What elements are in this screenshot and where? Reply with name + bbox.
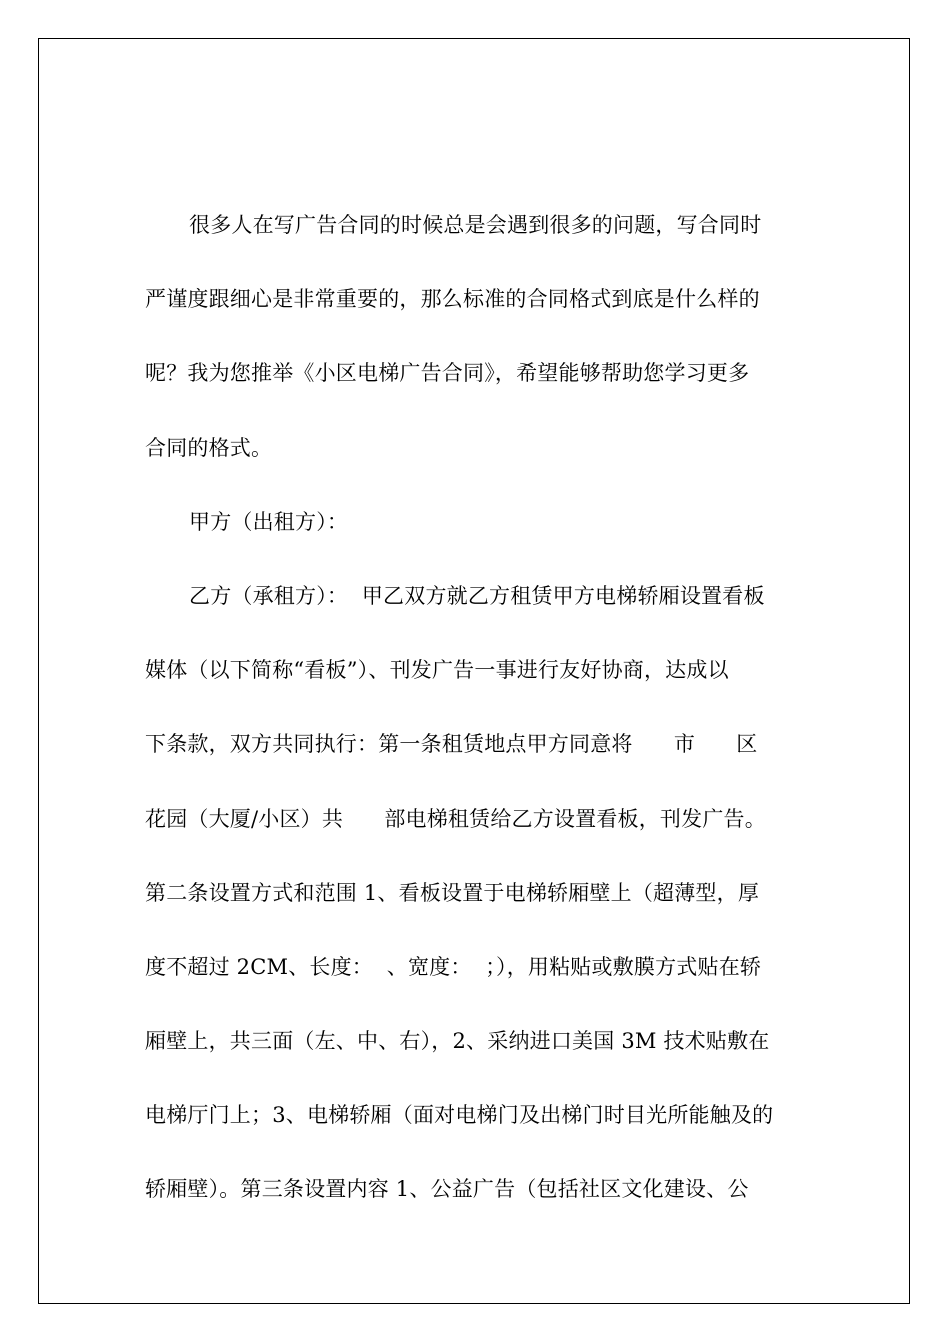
paragraph-line: 花园（大厦/小区）共 部电梯租赁给乙方设置看板，刊发广告。: [145, 806, 766, 831]
paragraph-line: 很多人在写广告合同的时候总是会遇到很多的问题，写合同时: [189, 213, 762, 237]
paragraph-line: 度不超过 2CM、长度： 、宽度： ；），用粘贴或敷膜方式贴在轿: [145, 954, 762, 979]
party-a-line: 甲方（出租方）：: [189, 509, 349, 534]
paragraph-line: 厢壁上，共三面（左、中、右），2、采纳进口美国 3M 技术贴敷在: [145, 1029, 770, 1054]
paragraph-line: 第二条设置方式和范围 1、看板设置于电梯轿厢壁上（超薄型，厚: [145, 880, 760, 905]
paragraph-line: 轿厢壁）。第三条设置内容 1、公益广告（包括社区文化建设、公: [145, 1177, 749, 1202]
paragraph-line: 下条款，双方共同执行：第一条租赁地点甲方同意将 市 区: [145, 732, 758, 757]
paragraph-line: 电梯厅门上；3、电梯轿厢（面对电梯门及出梯门时目光所能触及的: [145, 1103, 774, 1128]
party-b-line: 乙方（承租方）： 甲乙双方就乙方租赁甲方电梯轿厢设置看板: [189, 583, 765, 608]
paragraph-line: 呢？我为您推举《小区电梯广告合同》，希望能够帮助您学习更多: [145, 361, 750, 386]
paragraph-line: 媒体（以下简称“看板”）、刊发广告一事进行友好协商，达成以: [145, 658, 729, 683]
document-body: [145, 205, 810, 1244]
paragraph-line: 严谨度跟细心是非常重要的，那么标准的合同格式到底是什么样的: [145, 287, 760, 312]
paragraph-line: 合同的格式。: [145, 435, 273, 460]
